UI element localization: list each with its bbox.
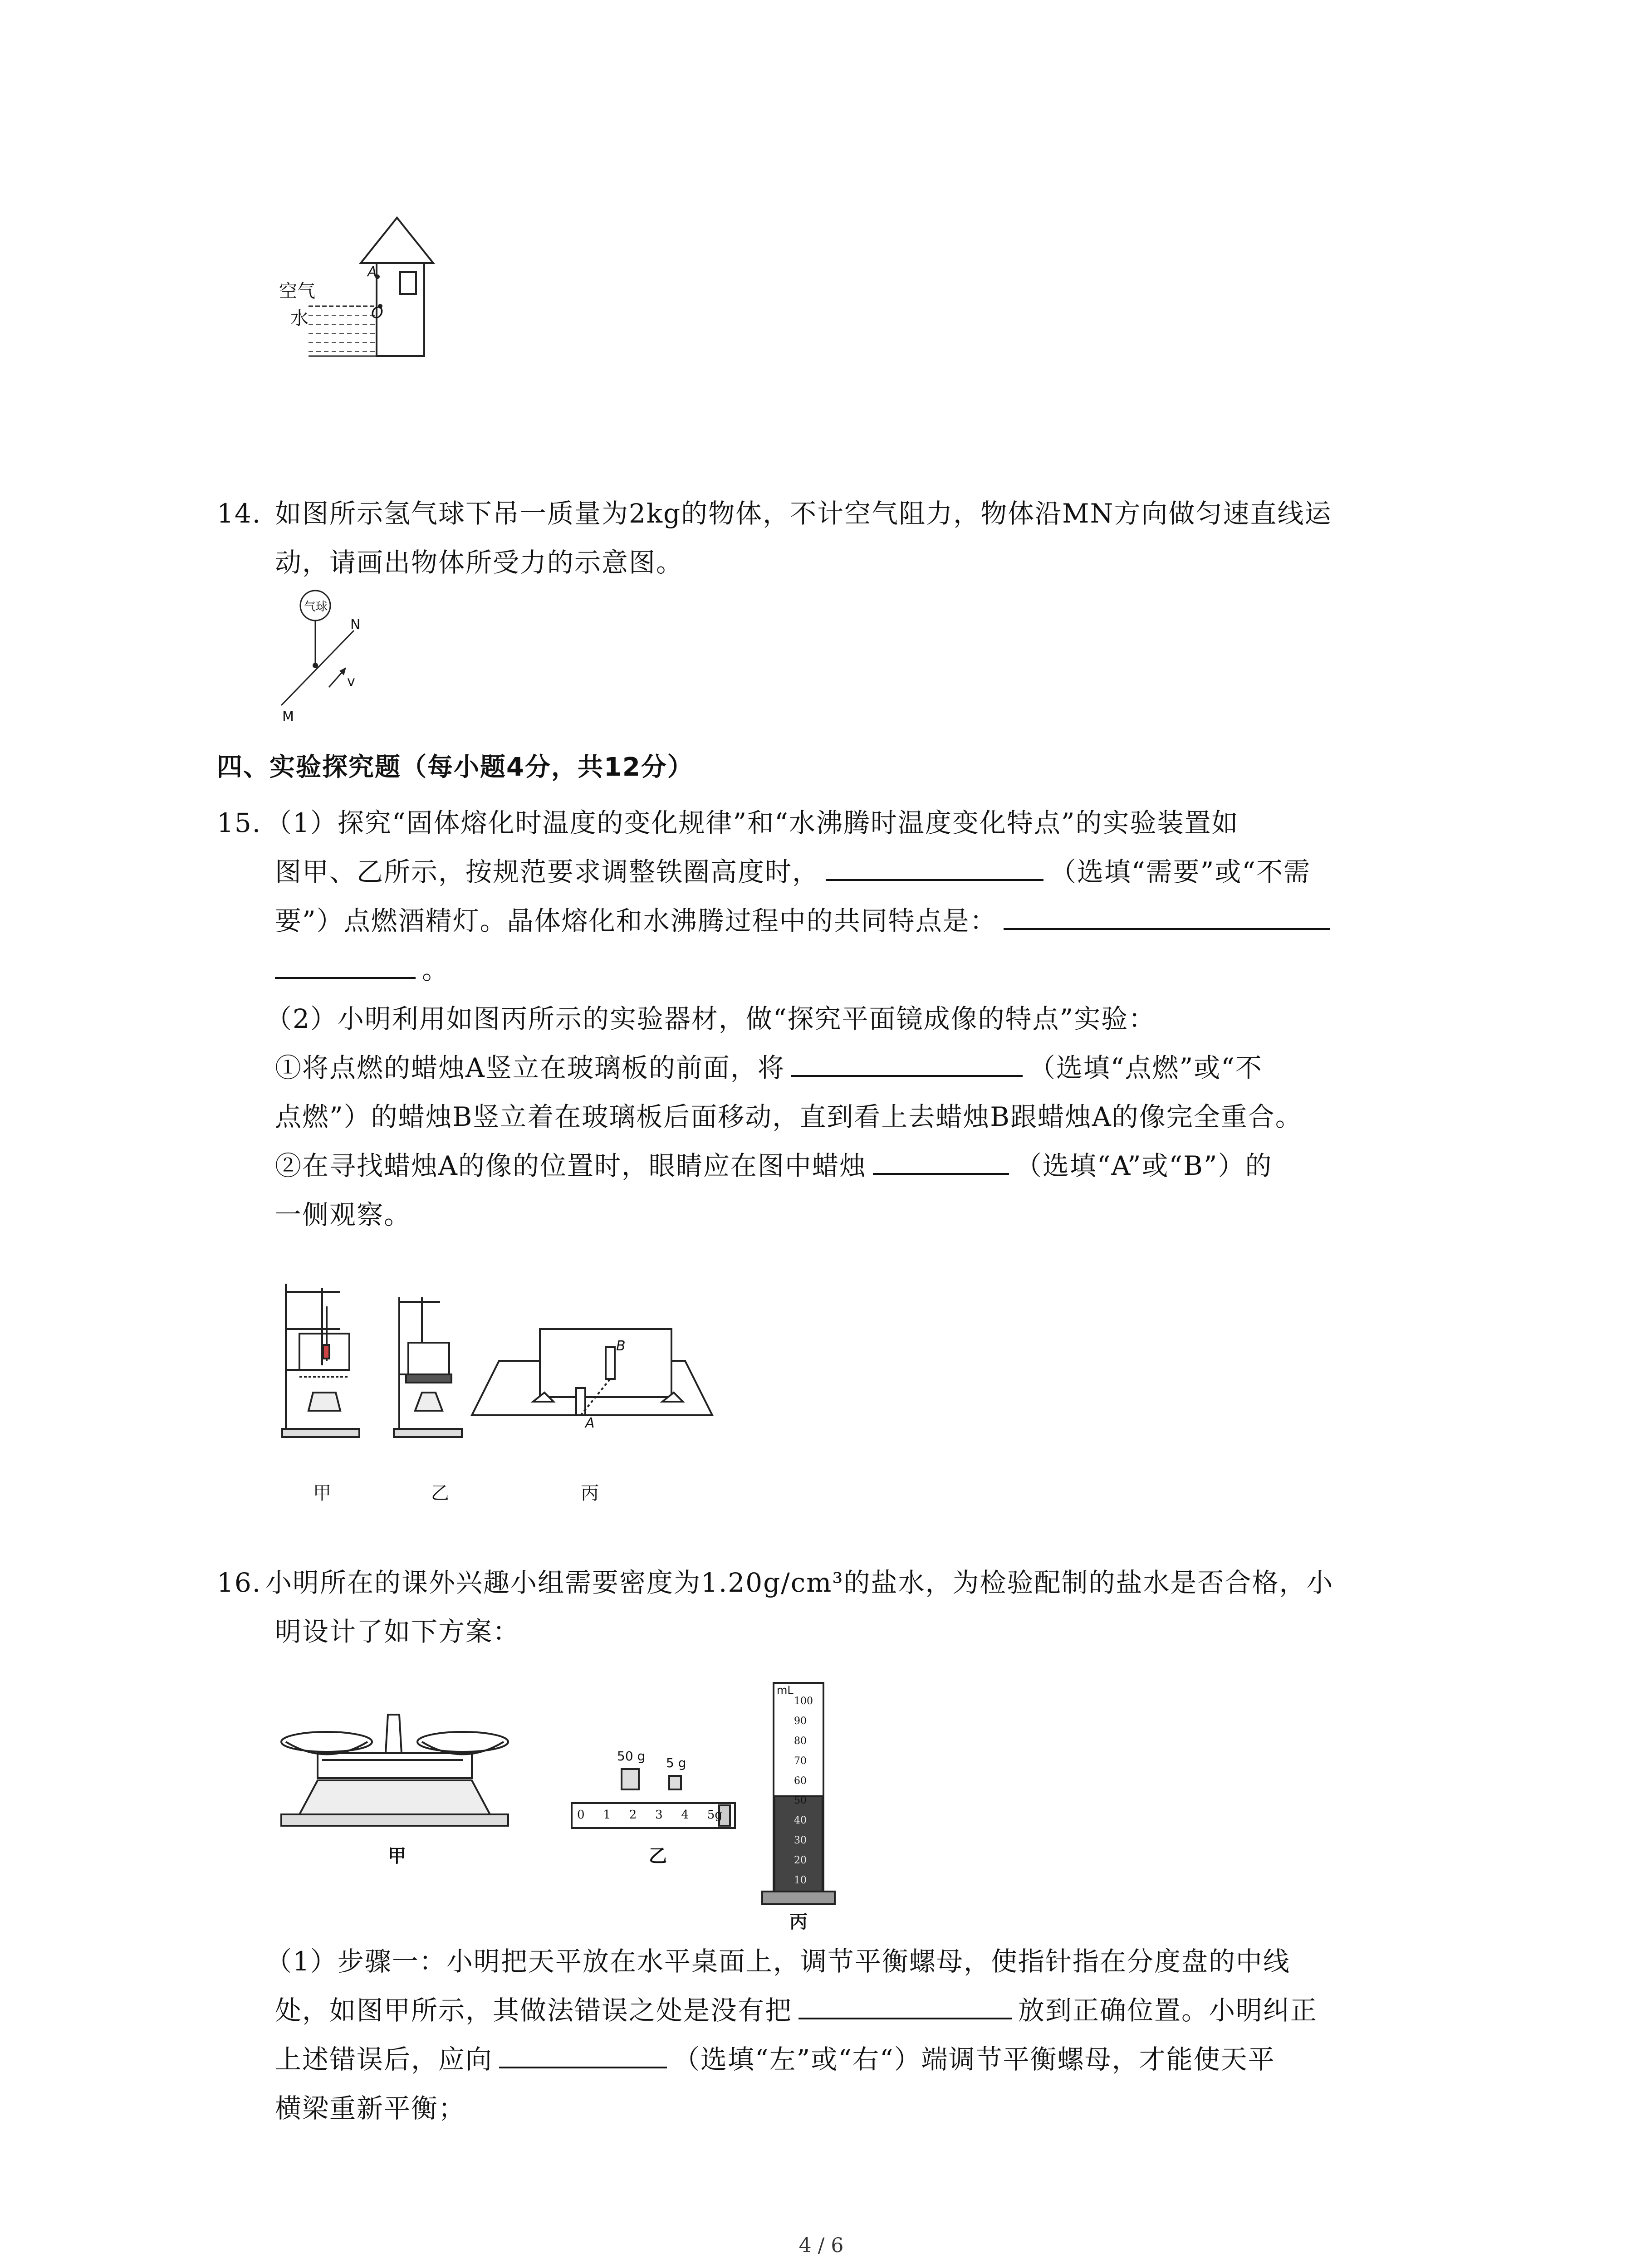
q14-text-line1: 如图所示氢气球下吊一质量为2kg的物体，不计空气阻力，物体沿MN方向做匀速直线运 bbox=[275, 498, 1332, 529]
apparatus-yi bbox=[394, 1297, 462, 1437]
point-a-label: A bbox=[367, 264, 377, 280]
q15-line5: （2）小明利用如图丙所示的实验器材，做“探究平面镜成像的特点”实验： bbox=[265, 1003, 1156, 1034]
answer-blank-2[interactable] bbox=[1004, 901, 1330, 930]
q16-line2: 明设计了如下方案： bbox=[275, 1616, 520, 1647]
q16-p2a: 处，如图甲所示，其做法错误之处是没有把 bbox=[275, 1995, 793, 2026]
answer-blank-6[interactable] bbox=[499, 2039, 667, 2068]
air-label: 空气 bbox=[279, 281, 315, 302]
q14-number: 14. bbox=[217, 498, 262, 529]
cylinder-unit-label: mL bbox=[777, 1684, 794, 1696]
q15-line2b: （选填“需要”或“不需 bbox=[1050, 856, 1311, 887]
v-label: v bbox=[347, 674, 355, 689]
apparatus-bing bbox=[472, 1329, 712, 1415]
q15-line6a: ①将点燃的蜡烛A竖立在玻璃板的前面，将 bbox=[275, 1052, 785, 1083]
candle-b-label: B bbox=[616, 1338, 626, 1354]
answer-blank-5[interactable] bbox=[798, 1990, 1012, 2019]
q16-p3a: 上述错误后，应向 bbox=[275, 2044, 493, 2075]
q15-line4: 。 bbox=[422, 954, 450, 985]
q16-p4: 横梁重新平衡； bbox=[275, 2093, 466, 2124]
n-label: N bbox=[350, 617, 361, 633]
q16-line1: 小明所在的课外兴趣小组需要密度为1.20g/cm³的盐水，为检验配制的盐水是否合格，小 bbox=[265, 1567, 1334, 1598]
q15-line2a: 图甲、乙所示，按规范要求调整铁圈高度时， bbox=[275, 856, 820, 887]
page-number: 4 / 6 bbox=[798, 2234, 844, 2257]
fig-yi-label: 乙 bbox=[431, 1483, 449, 1504]
q15-number: 15. bbox=[217, 807, 262, 838]
q15-line3a: 要”）点燃酒精灯。晶体熔化和水沸腾过程中的共同特点是： bbox=[275, 905, 997, 936]
cylinder-ticks: 100 90 80 70 60 50 40 30 20 10 bbox=[794, 1696, 813, 1886]
balance-jia bbox=[281, 1715, 508, 1826]
answer-blank-4[interactable] bbox=[873, 1146, 1009, 1175]
water-label: 水 bbox=[290, 308, 309, 329]
apparatus-jia bbox=[282, 1284, 359, 1437]
fig16-bing-label: 丙 bbox=[789, 1911, 808, 1932]
candle-a-label: A bbox=[585, 1415, 595, 1431]
q15-line8b: （选填“A”或“B”）的 bbox=[1015, 1150, 1273, 1181]
answer-blank-3[interactable] bbox=[791, 1048, 1023, 1077]
answer-blank-2-cont[interactable] bbox=[275, 950, 416, 979]
q14-text-line2: 动，请画出物体所受力的示意图。 bbox=[275, 547, 684, 578]
rider-scale-ticks: 0 1 2 3 4 5g bbox=[577, 1808, 722, 1822]
q16-p3b: （选填“左”或“右“）端调节平衡螺母，才能使天平 bbox=[673, 2044, 1275, 2075]
q15-line1: （1）探究“固体熔化时温度的变化规律”和“水沸腾时温度变化特点”的实验装置如 bbox=[265, 807, 1239, 838]
q15-line9: 一侧观察。 bbox=[275, 1199, 411, 1230]
answer-blank-1[interactable] bbox=[826, 852, 1043, 881]
q16-number: 16. bbox=[217, 1567, 262, 1598]
balloon-label: 气球 bbox=[304, 600, 328, 614]
fig-jia-label: 甲 bbox=[313, 1483, 331, 1504]
house-water-figure bbox=[272, 213, 508, 363]
q15-line6b: （选填“点燃”或“不 bbox=[1029, 1052, 1263, 1083]
point-o-label: O bbox=[371, 304, 383, 322]
section-4-title: 四、实验探究题（每小题4分，共12分） bbox=[217, 753, 694, 782]
fig16-jia-label: 甲 bbox=[388, 1846, 406, 1867]
q16-figures bbox=[272, 1674, 862, 1932]
q15-line8a: ②在寻找蜡烛A的像的位置时，眼睛应在图中蜡烛 bbox=[275, 1150, 867, 1181]
weight-5g-label: 5 g bbox=[666, 1755, 686, 1770]
q15-line7: 点燃”）的蜡烛B竖立着在玻璃板后面移动，直到看上去蜡烛B跟蜡烛A的像完全重合。 bbox=[275, 1101, 1303, 1132]
weight-50g-label: 50 g bbox=[617, 1749, 646, 1764]
balloon-figure bbox=[272, 587, 390, 737]
fig-bing-label: 丙 bbox=[581, 1483, 599, 1504]
m-label: M bbox=[282, 709, 294, 725]
q16-p1: （1）步骤一：小明把天平放在水平桌面上，调节平衡螺母，使指针指在分度盘的中线 bbox=[265, 1946, 1290, 1977]
q15-figures bbox=[272, 1279, 726, 1515]
fig16-yi-label: 乙 bbox=[649, 1846, 667, 1867]
q16-p2b: 放到正确位置。小明纠正 bbox=[1018, 1995, 1318, 2026]
